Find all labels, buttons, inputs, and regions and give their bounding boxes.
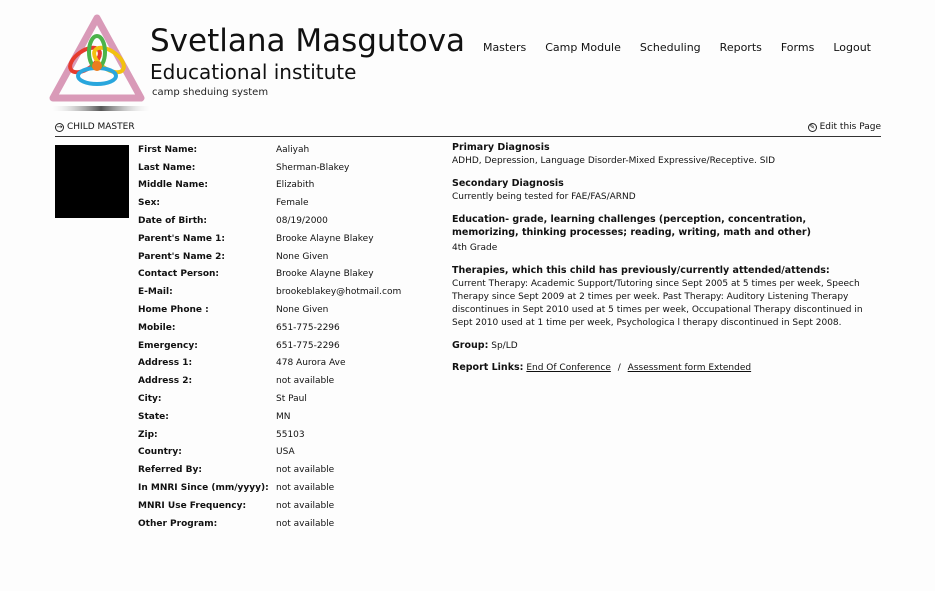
- field-row: [138, 479, 401, 497]
- field-row: [138, 159, 401, 177]
- institute-logo: [47, 14, 157, 114]
- field-row: [138, 301, 401, 319]
- field-row: [138, 408, 401, 426]
- primary-diagnosis: [452, 141, 882, 168]
- group-label: Group:: [452, 340, 489, 351]
- field-value: not available: [276, 376, 335, 387]
- field-row: [138, 337, 401, 355]
- field-value: 55103: [276, 429, 305, 440]
- field-label: State:: [138, 411, 169, 422]
- field-value: not available: [276, 483, 335, 494]
- field-row: [138, 141, 401, 159]
- field-label: Parent's Name 1:: [138, 233, 226, 244]
- field-row: [138, 355, 401, 373]
- field-label: In MNRI Since (mm/yyyy):: [138, 483, 269, 494]
- field-row: [138, 444, 401, 462]
- field-row: [138, 515, 401, 533]
- child-photo: [55, 145, 129, 218]
- field-value: 478 Aurora Ave: [276, 358, 346, 369]
- primary-diagnosis-text: ADHD, Depression, Language Disorder-Mixed Expressive/Receptive. SID: [452, 156, 776, 166]
- field-label: Contact Person:: [138, 269, 220, 280]
- field-label: Referred By:: [138, 465, 202, 476]
- field-value: MN: [276, 411, 291, 422]
- field-label: Date of Birth:: [138, 216, 208, 227]
- field-row: [138, 497, 401, 515]
- nav-masters[interactable]: Masters: [482, 41, 527, 54]
- field-label: Parent's Name 2:: [138, 251, 226, 262]
- child-details: [452, 141, 882, 374]
- education-heading: Education- grade, learning challenges (perception, concentration, memorizing, thinking processes; reading, writing, math and other): [452, 214, 811, 238]
- field-row: [138, 194, 401, 212]
- group-row: [452, 339, 882, 352]
- field-value: None Given: [276, 251, 329, 262]
- main-nav: [483, 41, 871, 54]
- field-row: [138, 372, 401, 390]
- field-row: [138, 319, 401, 337]
- field-value: brookeblakey@hotmail.com: [276, 287, 402, 298]
- nav-camp-module[interactable]: Camp Module: [545, 41, 621, 54]
- edit-icon: ✎: [809, 122, 816, 131]
- therapies: [452, 264, 882, 330]
- field-row: [138, 230, 401, 248]
- edit-page-link[interactable]: [808, 122, 881, 132]
- secondary-diagnosis-heading: Secondary Diagnosis: [452, 178, 564, 189]
- therapies-heading: Therapies, which this child has previously/currently attended/attends:: [452, 265, 830, 276]
- nav-reports[interactable]: Reports: [719, 41, 762, 54]
- field-value: None Given: [276, 305, 329, 316]
- field-value: not available: [276, 465, 335, 476]
- group-value: Sp/LD: [491, 341, 518, 351]
- field-value: Brooke Alayne Blakey: [276, 269, 374, 280]
- field-value: Brooke Alayne Blakey: [276, 233, 374, 244]
- therapies-text: Current Therapy: Academic Support/Tutoring since Sept 2005 at 5 times per week, Speech Therapy since Sept 2009 at 2 times per week. Past Therapy: Auditory Listening Therapy discontinues in Sept 2010 used at 5 times per week, Occupational Therapy discontinued in Sept 2010 used at 1 time per week, Psychologica l therapy discontinued in Sept 2008.: [452, 279, 863, 328]
- brand-subtitle: Educational institute: [150, 60, 357, 84]
- field-row: [138, 212, 401, 230]
- section-header: [55, 121, 881, 137]
- arrow-right-icon: →: [56, 122, 63, 131]
- field-label: Country:: [138, 447, 182, 458]
- education-text: 4th Grade: [452, 243, 498, 253]
- field-row: [138, 283, 401, 301]
- report-links-label: Report Links:: [452, 362, 524, 373]
- edit-page-label: Edit this Page: [819, 122, 881, 132]
- field-value: 651-775-2296: [276, 322, 340, 333]
- child-fields: [138, 141, 401, 533]
- field-label: Mobile:: [138, 322, 176, 333]
- brand-tagline: camp sheduing system: [152, 87, 269, 98]
- field-value: Female: [276, 198, 309, 209]
- field-label: MNRI Use Frequency:: [138, 500, 247, 511]
- field-label: Middle Name:: [138, 180, 208, 191]
- report-links-row: [452, 361, 882, 374]
- nav-forms[interactable]: Forms: [780, 41, 815, 54]
- field-label: Last Name:: [138, 162, 196, 173]
- section-title: CHILD MASTER: [67, 122, 135, 132]
- field-row: [138, 461, 401, 479]
- section-title-group: [55, 122, 135, 132]
- end-of-conference-link[interactable]: End Of Conference: [526, 363, 611, 373]
- field-row: [138, 390, 401, 408]
- field-row: [138, 426, 401, 444]
- field-value: 08/19/2000: [276, 216, 328, 227]
- field-row: [138, 266, 401, 284]
- field-label: Zip:: [138, 429, 158, 440]
- field-label: Other Program:: [138, 518, 218, 529]
- field-label: Sex:: [138, 198, 160, 209]
- brand-title: Svetlana Masgutova: [150, 23, 466, 59]
- field-value: Elizabith: [276, 180, 315, 191]
- primary-diagnosis-heading: Primary Diagnosis: [452, 142, 550, 153]
- field-label: City:: [138, 394, 162, 405]
- field-value: 651-775-2296: [276, 340, 340, 351]
- field-label: First Name:: [138, 144, 198, 155]
- nav-scheduling[interactable]: Scheduling: [639, 41, 701, 54]
- field-label: E-Mail:: [138, 287, 173, 298]
- field-label: Emergency:: [138, 340, 198, 351]
- field-value: not available: [276, 500, 335, 511]
- field-value: not available: [276, 518, 335, 529]
- field-row: [138, 248, 401, 266]
- assessment-form-extended-link[interactable]: Assessment form Extended: [627, 363, 752, 373]
- field-label: Address 2:: [138, 376, 193, 387]
- field-label: Home Phone :: [138, 305, 209, 316]
- nav-logout[interactable]: Logout: [833, 41, 871, 54]
- field-value: Sherman-Blakey: [276, 162, 350, 173]
- link-separator: /: [617, 363, 621, 373]
- secondary-diagnosis-text: Currently being tested for FAE/FAS/ARND: [452, 192, 636, 202]
- field-row: [138, 177, 401, 195]
- education: [452, 213, 882, 255]
- field-value: Aaliyah: [276, 144, 310, 155]
- field-label: Address 1:: [138, 358, 193, 369]
- field-value: St Paul: [276, 394, 307, 405]
- secondary-diagnosis: [452, 177, 882, 204]
- field-value: USA: [276, 447, 295, 458]
